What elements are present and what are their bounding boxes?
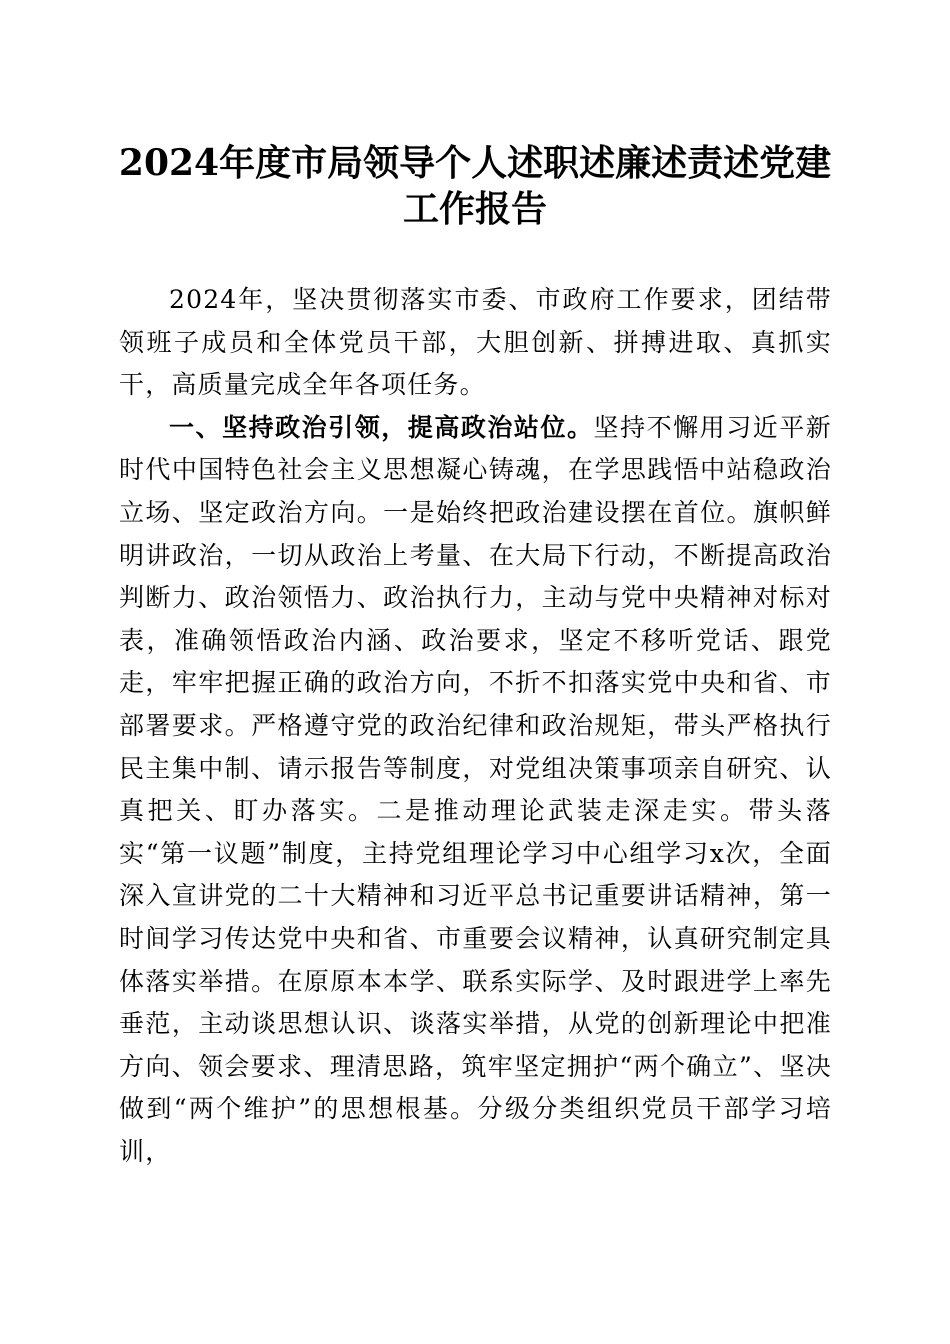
section-1-heading: 一、坚持政治引领，提高政治站位。 [169,412,594,442]
document-body [119,279,832,1173]
section-1-paragraph [119,407,832,1174]
document-title [100,140,850,232]
title-line-1: 2024年度市局领导个人述职述廉述责述党建 [118,142,832,184]
section-1-text: 坚持不懈用习近平新时代中国特色社会主义思想凝心铸魂，在学思践悟中站稳政治立场、坚定政治方向。一是始终把政治建设摆在首位。旗帜鲜明讲政治，一切从政治上考量、在大局下行动，不断提高政治判断力、政治领悟力、政治执行力，主动与党中央精神对标对表，准确领悟政治内涵、政治要求，坚定不移听党话、跟党走，牢牢把握正确的政治方向，不折不扣落实党中央和省、市部署要求。严格遵守党的政治纪律和政治规矩，带头严格执行民主集中制、请示报告等制度，对党组决策事项亲自研究、认真把关、盯办落实。二是推动理论武装走深走实。带头落实“第一议题”制度，主持党组理论学习中心组学习x次，全面深入宣讲党的二十大精神和习近平总书记重要讲话精神，第一时间学习传达党中央和省、市重要会议精神，认真研究制定具体落实举措。在原原本本学、联系实际学、及时跟进学上率先垂范，主动谈思想认识、谈落实举措，从党的创新理论中把准方向、领会要求、理清思路，筑牢坚定拥护“两个确立”、坚决做到“两个维护”的思想根基。分级分类组织党员干部学习培训， [119,412,832,1166]
intro-paragraph: 2024年，坚决贯彻落实市委、市政府工作要求，团结带领班子成员和全体党员干部，大胆创新、拼搏进取、真抓实干，高质量完成全年各项任务。 [119,285,832,400]
title-line-2: 工作报告 [402,188,547,230]
